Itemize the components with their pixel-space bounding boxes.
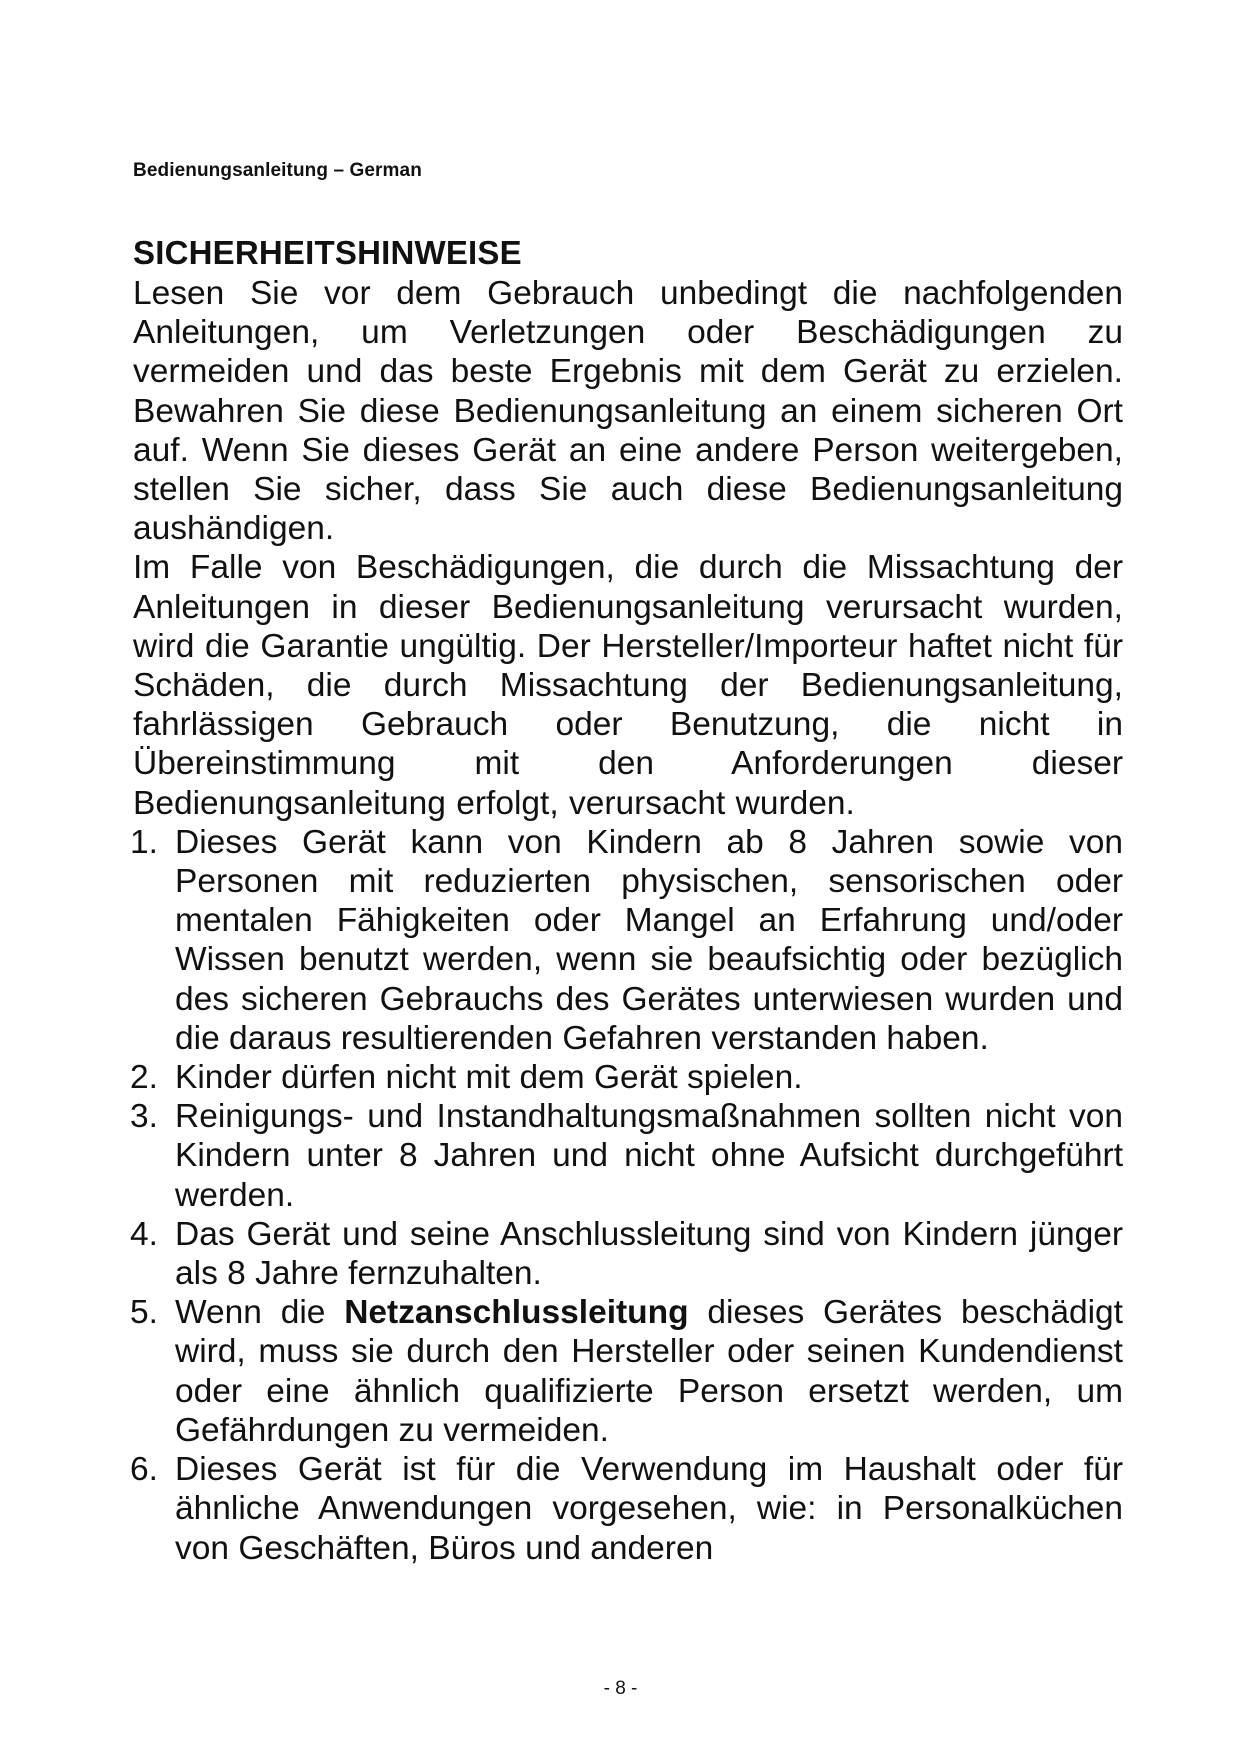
- list-item-number: 5.: [130, 1294, 158, 1332]
- warranty-paragraph: Im Falle von Beschädigungen, die durch die Missachtung der Anleitungen in dieser Bedienungsanleitung verursacht wurden, wird die Garantie ungültig. Der Hersteller/Importeur haftet nicht für Schäden, die durch Missachtung der Bedienungsanleitung, fahrlässigen Gebrauch oder Benutzung, die nicht in Übereinstimmung mit den Anforderungen dieser Bedienungsanleitung erfolgt, verursacht wurden.: [133, 549, 1123, 822]
- list-item-text: Reinigungs- und Instandhaltungsmaßnahmen sollten nicht von Kindern unter 8 Jahren und nicht ohne Aufsicht durchgeführt werden.: [175, 1098, 1123, 1214]
- list-item-text-after: dieses Gerätes beschädigt wird, muss sie durch den Hersteller oder seinen Kundendienst oder eine ähnlich qualifizierte Person ersetzt werden, um Gefährdungen zu vermeiden.: [175, 1294, 1123, 1449]
- document-header: Bedienungsanleitung – German: [133, 160, 422, 181]
- list-item-number: 2.: [130, 1059, 158, 1097]
- list-item: [130, 1293, 1123, 1450]
- list-item-number: 4.: [130, 1215, 158, 1253]
- page-number: - 8 -: [603, 1678, 638, 1699]
- list-item-number: 1.: [130, 823, 158, 861]
- list-item: [130, 1215, 1123, 1293]
- list-item-number: 6.: [130, 1451, 158, 1489]
- list-item-text: Dieses Gerät kann von Kindern ab 8 Jahren sowie von Personen mit reduzierten physischen, sensorischen oder mentalen Fähigkeiten oder Mangel an Erfahrung und/oder Wissen benutzt werden, wenn sie beaufsichtig oder bezüglich des sicheren Gebrauchs des Gerätes unterwiesen wurden und die daraus resultierenden Gefahren verstanden haben.: [175, 823, 1123, 1057]
- intro-paragraph: Lesen Sie vor dem Gebrauch unbedingt die nachfolgenden Anleitungen, um Verletzungen oder Beschädigungen zu vermeiden und das beste Ergebnis mit dem Gerät zu erzielen. Bewahren Sie diese Bedienungsanleitung an einem sicheren Ort auf. Wenn Sie dieses Gerät an eine andere Person weitergeben, stellen Sie sicher, dass Sie auch diese Bedienungsanleitung aushändigen.: [133, 275, 1123, 548]
- list-item-text-before: Wenn die: [175, 1294, 345, 1332]
- list-item-text: Kinder dürfen nicht mit dem Gerät spielen.: [175, 1059, 803, 1097]
- section-title: SICHERHEITSHINWEISE: [133, 234, 522, 271]
- list-item: [130, 1058, 1123, 1097]
- document-content: [130, 232, 1123, 1568]
- list-item: [130, 823, 1123, 1058]
- list-item-bold-term: Netzanschlussleitung: [344, 1294, 689, 1332]
- list-item: [130, 1450, 1123, 1568]
- safety-list: [130, 823, 1123, 1568]
- list-item-text: Das Gerät und seine Anschlussleitung sind von Kindern jünger als 8 Jahre fernzuhalten.: [175, 1215, 1123, 1293]
- list-item-number: 3.: [130, 1098, 158, 1136]
- list-item: [130, 1097, 1123, 1215]
- list-item-text: Dieses Gerät ist für die Verwendung im Haushalt oder für ähnliche Anwendungen vorgesehen, wie: in Personalküchen von Geschäften, Büros und anderen: [175, 1451, 1123, 1567]
